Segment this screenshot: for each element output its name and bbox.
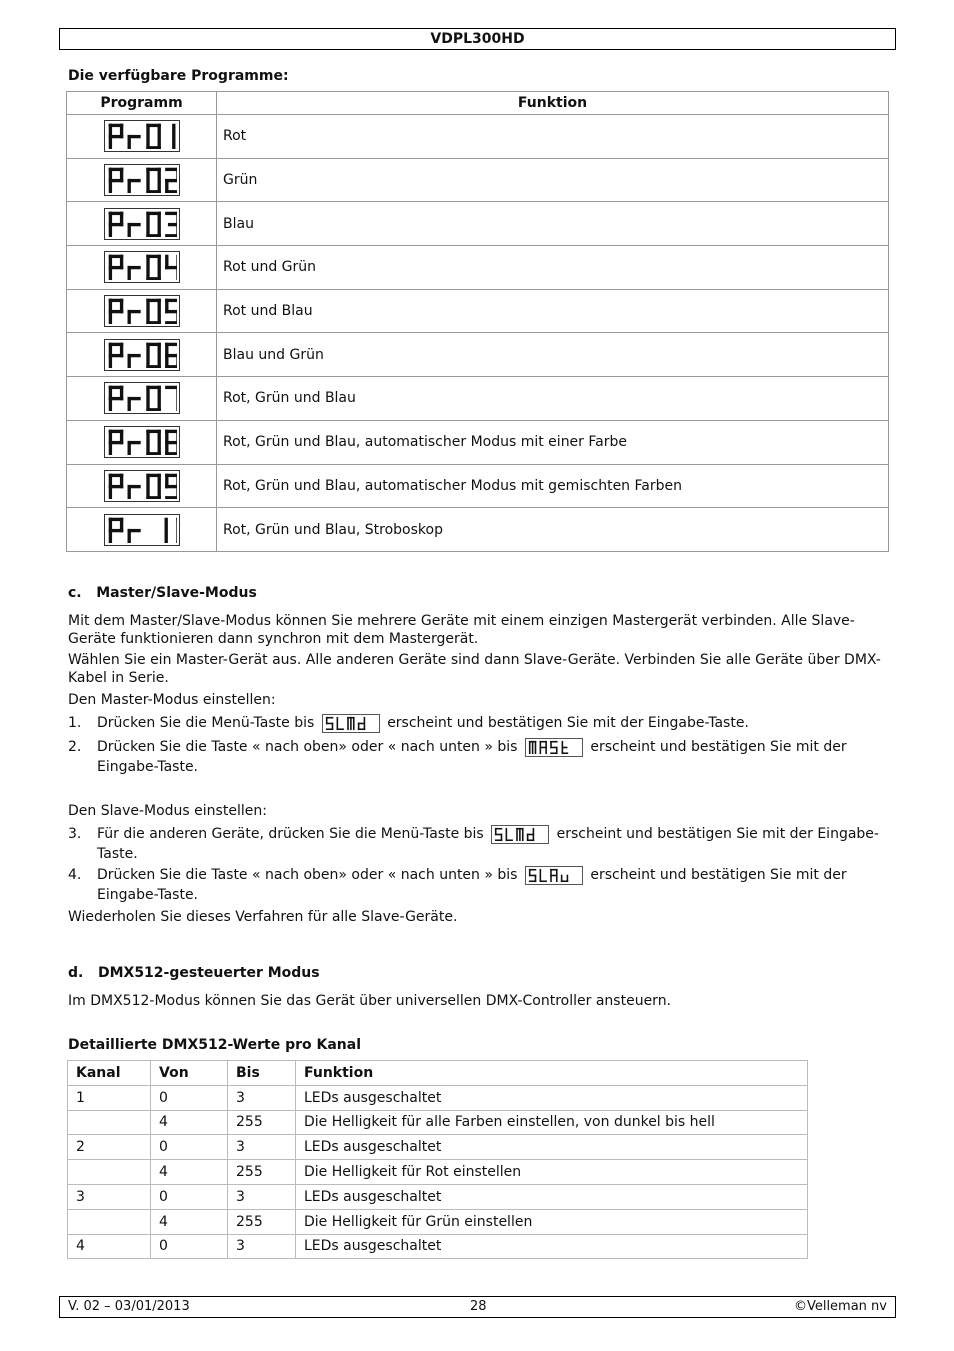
lcd-display-icon: [525, 738, 583, 757]
program-display-cell: [67, 202, 217, 246]
lcd-display-icon: [104, 120, 180, 152]
page-footer: [59, 1296, 896, 1318]
lcd-display-icon: [322, 714, 380, 733]
program-display-cell: [67, 420, 217, 464]
dmx-cell: 0: [151, 1085, 228, 1110]
program-function: Rot: [217, 115, 889, 159]
program-display-cell: [67, 464, 217, 508]
step-text-before: Drücken Sie die Taste « nach oben» oder « nach unten » bis: [97, 867, 518, 883]
program-row: [67, 377, 889, 421]
dmx-cell: 0: [151, 1135, 228, 1160]
lcd-display-icon: [104, 470, 180, 502]
step-text-after: erscheint und bestätigen Sie mit der Eingabe-Taste.: [97, 739, 847, 775]
page-header: [59, 28, 896, 50]
dmx-cell: Die Helligkeit für Grün einstellen: [296, 1209, 808, 1234]
dmx-cell: LEDs ausgeschaltet: [296, 1135, 808, 1160]
step-text: [97, 865, 887, 905]
col-program-header: Programm: [67, 92, 217, 115]
step-number: 2.: [68, 739, 82, 755]
col-function-header: Funktion: [217, 92, 889, 115]
dmx-col-header: Kanal: [68, 1061, 151, 1086]
master-intro: Den Master-Modus einstellen:: [68, 692, 276, 708]
program-display-cell: [67, 333, 217, 377]
program-display-cell: [67, 377, 217, 421]
dmx-row: [68, 1184, 808, 1209]
dmx-col-header: Bis: [228, 1061, 296, 1086]
step-text: [97, 713, 887, 733]
step-text-before: Für die anderen Geräte, drücken Sie die Menü-Taste bis: [97, 826, 484, 842]
step-text: [97, 824, 887, 864]
program-row: [67, 115, 889, 159]
master-slave-heading: c. Master/Slave-Modus: [68, 585, 257, 601]
footer-version: V. 02 – 03/01/2013: [68, 1299, 190, 1314]
dmx-cell: [68, 1110, 151, 1135]
program-row: [67, 246, 889, 290]
step-number: 4.: [68, 867, 82, 883]
model-name: VDPL300HD: [430, 31, 525, 47]
step-text-after: erscheint und bestätigen Sie mit der Eingabe-Taste.: [97, 826, 879, 862]
master-slave-para-2: Wählen Sie ein Master-Gerät aus. Alle anderen Geräte sind dann Slave-Geräte. Verbinden Sie alle Geräte über DMX-Kabel in Serie.: [68, 652, 881, 686]
dmx-row: [68, 1110, 808, 1135]
dmx-cell: 3: [228, 1085, 296, 1110]
lcd-display-icon: [104, 164, 180, 196]
dmx-para: Im DMX512-Modus können Sie das Gerät über universellen DMX-Controller ansteuern.: [68, 993, 672, 1009]
program-function: Grün: [217, 158, 889, 202]
step-text-before: Drücken Sie die Taste « nach oben» oder « nach unten » bis: [97, 739, 518, 755]
lcd-display-icon: [104, 382, 180, 414]
dmx-cell: 0: [151, 1234, 228, 1259]
step-number: 3.: [68, 826, 82, 842]
program-display-cell: [67, 508, 217, 552]
programs-title: Die verfügbare Programme:: [68, 68, 289, 84]
dmx-cell: 3: [228, 1135, 296, 1160]
dmx-cell: 4: [151, 1110, 228, 1135]
master-slave-para-1: Mit dem Master/Slave-Modus können Sie mehrere Geräte mit einem einzigen Mastergerät verbinden. Alle Slave-Geräte funktionieren dann synchron mit dem Mastergerät.: [68, 613, 855, 647]
dmx-row: [68, 1085, 808, 1110]
program-row: [67, 333, 889, 377]
dmx-cell: [68, 1160, 151, 1185]
dmx-cell: Die Helligkeit für Rot einstellen: [296, 1160, 808, 1185]
step-text: [97, 737, 887, 777]
programs-table: [66, 91, 889, 552]
program-row: [67, 464, 889, 508]
dmx-cell: 3: [228, 1184, 296, 1209]
program-display-cell: [67, 289, 217, 333]
page-number: 28: [470, 1299, 487, 1314]
program-row: [67, 289, 889, 333]
dmx-row: [68, 1209, 808, 1234]
dmx-cell: 255: [228, 1209, 296, 1234]
dmx-row: [68, 1160, 808, 1185]
program-function: Rot und Blau: [217, 289, 889, 333]
dmx-cell: 2: [68, 1135, 151, 1160]
step-text-after: erscheint und bestätigen Sie mit der Eingabe-Taste.: [97, 867, 847, 903]
program-function: Rot und Grün: [217, 246, 889, 290]
program-row: [67, 202, 889, 246]
lcd-display-icon: [525, 866, 583, 885]
lcd-display-icon: [104, 251, 180, 283]
lcd-display-icon: [104, 514, 180, 546]
dmx-cell: 3: [228, 1234, 296, 1259]
dmx-col-header: Funktion: [296, 1061, 808, 1086]
program-function: Blau: [217, 202, 889, 246]
program-row: [67, 158, 889, 202]
lcd-display-icon: [104, 426, 180, 458]
program-function: Rot, Grün und Blau, automatischer Modus mit gemischten Farben: [217, 464, 889, 508]
dmx-table: [67, 1060, 808, 1259]
dmx-cell: LEDs ausgeschaltet: [296, 1184, 808, 1209]
dmx-cell: 3: [68, 1184, 151, 1209]
dmx-cell: LEDs ausgeschaltet: [296, 1085, 808, 1110]
dmx-col-header: Von: [151, 1061, 228, 1086]
program-function: Rot, Grün und Blau: [217, 377, 889, 421]
slave-intro: Den Slave-Modus einstellen:: [68, 803, 267, 819]
lcd-display-icon: [491, 825, 549, 844]
program-display-cell: [67, 115, 217, 159]
dmx-cell: 1: [68, 1085, 151, 1110]
dmx-heading: d. DMX512-gesteuerter Modus: [68, 965, 320, 981]
dmx-cell: 0: [151, 1184, 228, 1209]
dmx-cell: 255: [228, 1110, 296, 1135]
dmx-cell: 4: [151, 1160, 228, 1185]
program-function: Blau und Grün: [217, 333, 889, 377]
program-display-cell: [67, 246, 217, 290]
program-function: Rot, Grün und Blau, Stroboskop: [217, 508, 889, 552]
lcd-display-icon: [104, 208, 180, 240]
program-display-cell: [67, 158, 217, 202]
repeat-note: Wiederholen Sie dieses Verfahren für alle Slave-Geräte.: [68, 909, 458, 925]
dmx-row: [68, 1234, 808, 1259]
dmx-cell: 4: [151, 1209, 228, 1234]
dmx-table-title: Detaillierte DMX512-Werte pro Kanal: [68, 1037, 361, 1053]
lcd-display-icon: [104, 295, 180, 327]
program-row: [67, 420, 889, 464]
footer-copyright: ©Velleman nv: [793, 1299, 887, 1314]
step-text-before: Drücken Sie die Menü-Taste bis: [97, 715, 315, 731]
program-row: [67, 508, 889, 552]
dmx-cell: 255: [228, 1160, 296, 1185]
dmx-cell: LEDs ausgeschaltet: [296, 1234, 808, 1259]
step-text-after: erscheint und bestätigen Sie mit der Eingabe-Taste.: [387, 715, 749, 731]
step-number: 1.: [68, 715, 82, 731]
lcd-display-icon: [104, 339, 180, 371]
dmx-cell: 4: [68, 1234, 151, 1259]
dmx-cell: [68, 1209, 151, 1234]
program-function: Rot, Grün und Blau, automatischer Modus mit einer Farbe: [217, 420, 889, 464]
dmx-row: [68, 1135, 808, 1160]
dmx-cell: Die Helligkeit für alle Farben einstellen, von dunkel bis hell: [296, 1110, 808, 1135]
